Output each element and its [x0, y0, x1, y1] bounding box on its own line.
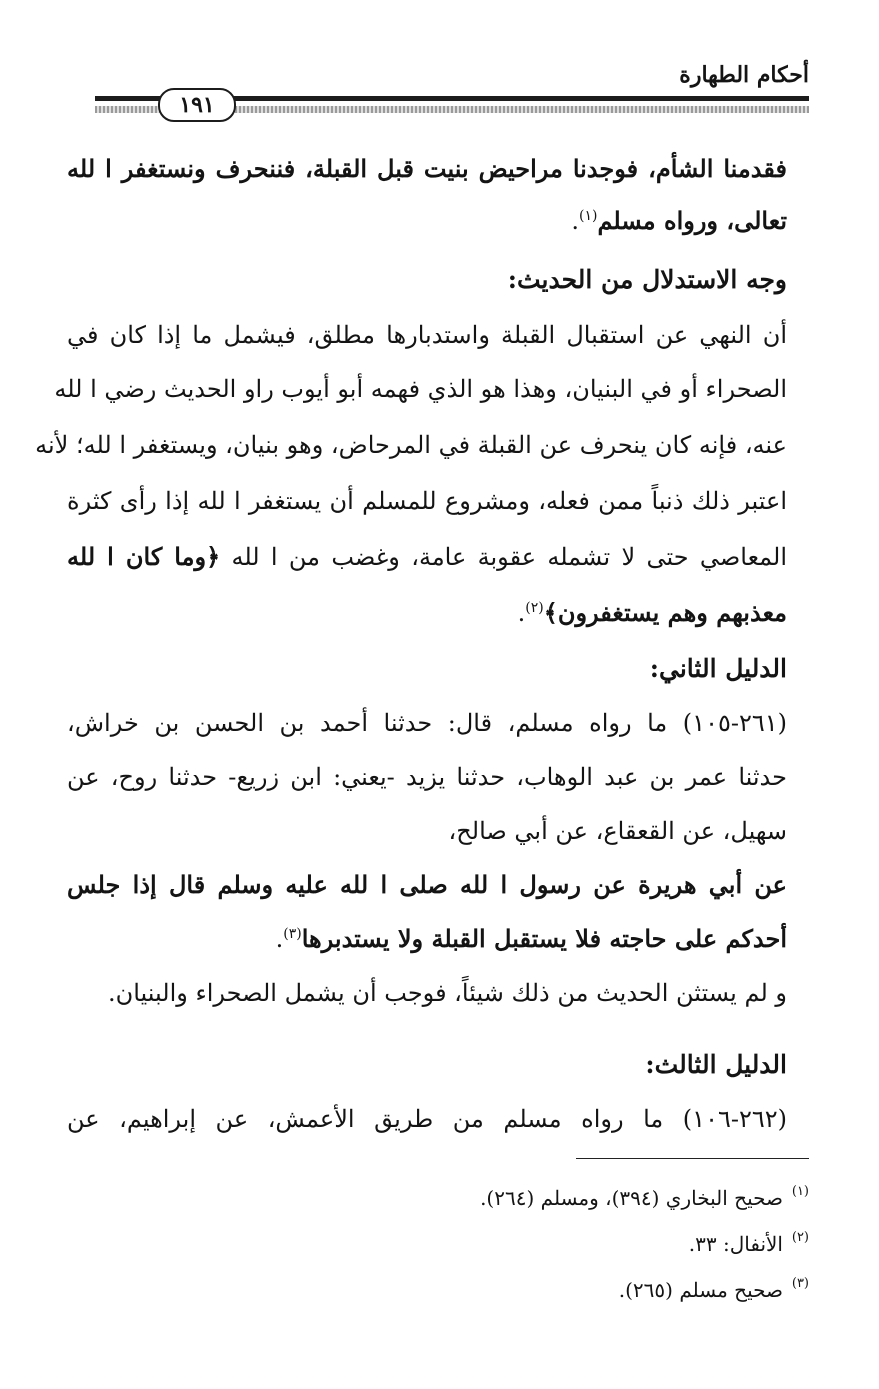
footnote [480, 1184, 809, 1212]
quran-verse: معذبهم وهم يستغفرون﴾ [543, 598, 787, 627]
section-heading: وجه الاستدلال من الحديث: [507, 265, 787, 294]
body-line: فقدمنا الشأم، فوجدنا مراحيض بنيت قبل القبلة، فننحرف ونستغفر ا لله [67, 154, 787, 183]
body-line: عنه، فإنه كان ينحرف عن القبلة في المرحاض، وهو بنيان، ويستغفر ا لله؛ لأنه [35, 431, 787, 459]
body-text: المعاصي حتى لا تشمله عقوبة عامة، وغضب من ا لله [231, 543, 788, 571]
body-line: و لم يستثن الحديث من ذلك شيئاً، فوجب أن يشمل الصحراء والبنيان. [107, 979, 787, 1007]
body-line: سهيل، عن القعقاع، عن أبي صالح، [448, 817, 787, 845]
hadith-text: أحدكم على حاجته فلا يستقبل القبلة ولا يستدبرها [301, 924, 787, 953]
body-line: أن النهي عن استقبال القبلة واستدبارها مطلق، فيشمل ما إذا كان في [67, 321, 787, 349]
footnote [688, 1230, 809, 1258]
footnote-number: (١) [791, 1184, 809, 1199]
running-header-title: أحكام الطهارة [679, 62, 809, 88]
footnote-number: (٣) [791, 1276, 809, 1291]
body-line: اعتبر ذلك ذنباً ممن فعله، ومشروع للمسلم أن يستغفر ا لله إذا رأى كثرة [67, 487, 788, 515]
footnote-text: صحيح مسلم (٢٦٥). [618, 1278, 783, 1302]
footnote-marker: (١) [578, 208, 598, 224]
body-line [67, 540, 787, 574]
body-line: الصحراء أو في البنيان، وهذا هو الذي فهمه أبو أيوب راو الحديث رضي ا لله [54, 375, 787, 403]
body-line: أحدكم على حاجته فلا يستقبل القبلة ولا يستدبرها$^{(٣)}$. [275, 924, 787, 953]
body-line: (٢٦٢-١٠٦) ما رواه مسلم من طريق الأعمش، عن إبراهيم، عن [67, 1105, 787, 1133]
body-line: معذبهم وهم يستغفرون﴾$^{(٢)}$. [517, 598, 787, 627]
hadith-text: عن أبي هريرة عن رسول ا لله صلى ا لله عليه وسلم قال إذا جلس [67, 870, 787, 899]
footnote-marker: (٢) [525, 600, 544, 616]
quran-verse: ﴿وما كان ا لله [67, 542, 221, 571]
body-line: تعالى، ورواه مسلم$^{(١)}$. [571, 206, 787, 235]
page-number: ١٩١ [158, 88, 236, 122]
body-line: (٢٦١-١٠٥) ما رواه مسلم، قال: حدثنا أحمد بن الحسن بن خراش، [67, 709, 787, 737]
footnote-separator [576, 1158, 809, 1159]
footnote [618, 1276, 809, 1304]
footnote-text: الأنفال: ٣٣. [688, 1232, 783, 1256]
footnote-number: (٢) [791, 1230, 809, 1245]
footnote-marker: (٣) [283, 926, 302, 942]
section-heading: الدليل الثالث: [645, 1050, 787, 1079]
footnote-text: صحيح البخاري (٣٩٤)، ومسلم (٢٦٤). [480, 1186, 783, 1210]
section-heading: الدليل الثاني: [649, 654, 787, 683]
body-line: حدثنا عمر بن عبد الوهاب، حدثنا يزيد -يعني: ابن زريع- حدثنا روح، عن [67, 763, 787, 791]
body-text: تعالى، ورواه مسلم [597, 206, 787, 235]
